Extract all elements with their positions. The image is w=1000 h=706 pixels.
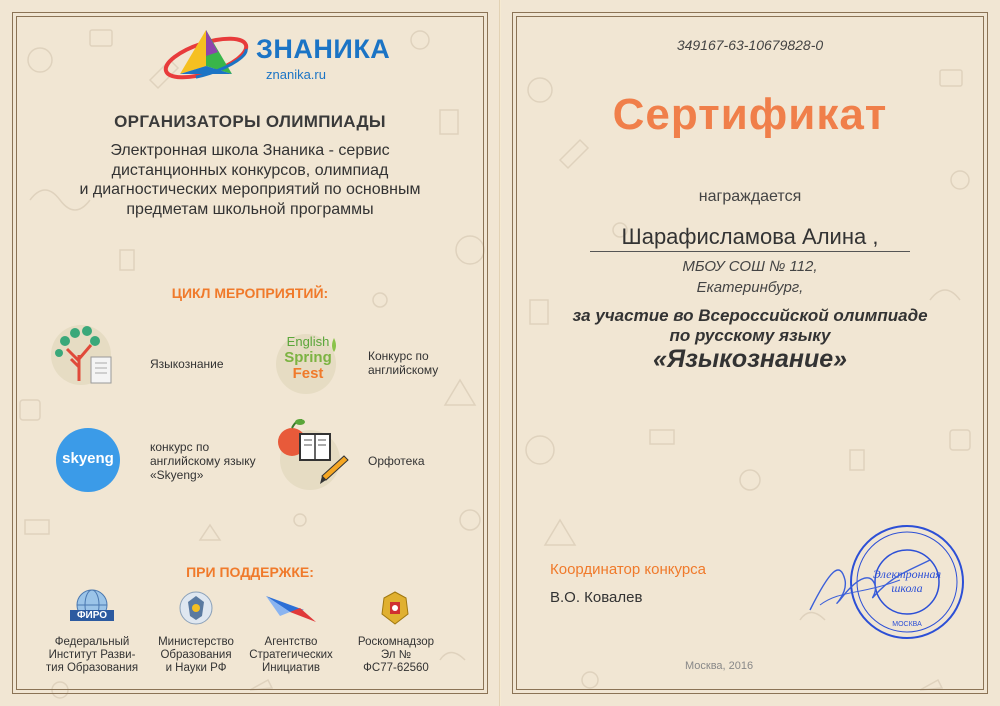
spring-fest-line: Fest: [292, 365, 324, 382]
support-title: ПРИ ПОДДЕРЖКЕ:: [186, 564, 314, 580]
organizers-title: ОРГАНИЗАТОРЫ ОЛИМПИАДЫ: [114, 112, 386, 131]
znanika-emblem-icon: [160, 22, 256, 88]
participation-line: по русскому языку: [669, 326, 831, 345]
event-label-linguistics: Языкознание: [150, 357, 224, 371]
support-label-firo: Федеральный Институт Разви- тия Образования: [45, 636, 139, 674]
coordinator-name: В.О. Ковалев: [550, 589, 643, 606]
znanika-logo[interactable]: [160, 24, 390, 84]
firo-logo[interactable]: [70, 588, 114, 628]
school-info: [500, 256, 1000, 298]
description-line: дистанционных конкурсов, олимпиад: [111, 161, 389, 179]
skyeng-logo[interactable]: [56, 428, 120, 492]
stamp-line-1: Электронная: [872, 567, 942, 581]
support-label-asi: Агентство Стратегических Инициатив: [249, 636, 333, 674]
ministry-emblem-icon[interactable]: [178, 588, 214, 628]
event-label-orfoteka: Орфотека: [368, 454, 425, 468]
russian-eagle-emblem-icon[interactable]: [378, 588, 412, 628]
participation-text: [500, 306, 1000, 346]
english-spring-fest-logo[interactable]: [272, 330, 352, 396]
logo-url: znanika.ru: [266, 67, 326, 82]
signature-icon: [800, 550, 940, 620]
asi-agency-logo-icon[interactable]: [264, 592, 318, 626]
spring-fest-line: English: [286, 334, 330, 349]
coordinator-label: Координатор конкурса: [550, 561, 707, 578]
olympiad-name: «Языкознание»: [652, 345, 848, 373]
support-label-roskomnadzor: Роскомнадзор Эл № ФС77-62560: [357, 636, 435, 674]
certificate-title: Сертификат: [612, 90, 888, 139]
description-line: предметам школьной программы: [126, 200, 374, 218]
recipient-name: Шарафисламова Алина ,: [621, 224, 879, 249]
recipient-underline: [590, 251, 910, 252]
skyeng-logo-text: skyeng: [62, 450, 114, 467]
firo-text: ФИРО: [70, 610, 114, 621]
right-page: [500, 0, 1000, 706]
spring-fest-line: Spring: [284, 349, 332, 366]
stamp-line-2: школа: [891, 581, 923, 595]
orfoteka-book-apple-icon[interactable]: [272, 412, 352, 492]
stamp-bottom: МОСКВА: [892, 621, 922, 628]
school-line: Екатеринбург,: [696, 279, 804, 296]
cycle-title: ЦИКЛ МЕРОПРИЯТИЙ:: [171, 285, 329, 301]
support-label-ministry: Министерство Образования и Науки РФ: [158, 636, 234, 674]
certificate-number: 349167-63-10679828-0: [676, 37, 824, 53]
logo-name: ЗНАНИКА: [256, 34, 391, 64]
event-label-english: Конкурс по английскому: [368, 349, 439, 377]
place-date: Москва, 2016: [685, 660, 754, 672]
event-label-skyeng: конкурс по английскому языку «Skyeng»: [150, 440, 256, 482]
awarded-label: награждается: [698, 188, 802, 205]
organizers-description: [20, 141, 480, 219]
school-line: МБОУ СОШ № 112,: [682, 258, 818, 275]
linguistics-tree-icon[interactable]: [45, 315, 117, 387]
participation-line: за участие во Всероссийской олимпиаде: [572, 306, 928, 325]
description-line: Электронная школа Знаника - сервис: [110, 142, 390, 159]
description-line: и диагностических мероприятий по основным: [79, 181, 421, 198]
